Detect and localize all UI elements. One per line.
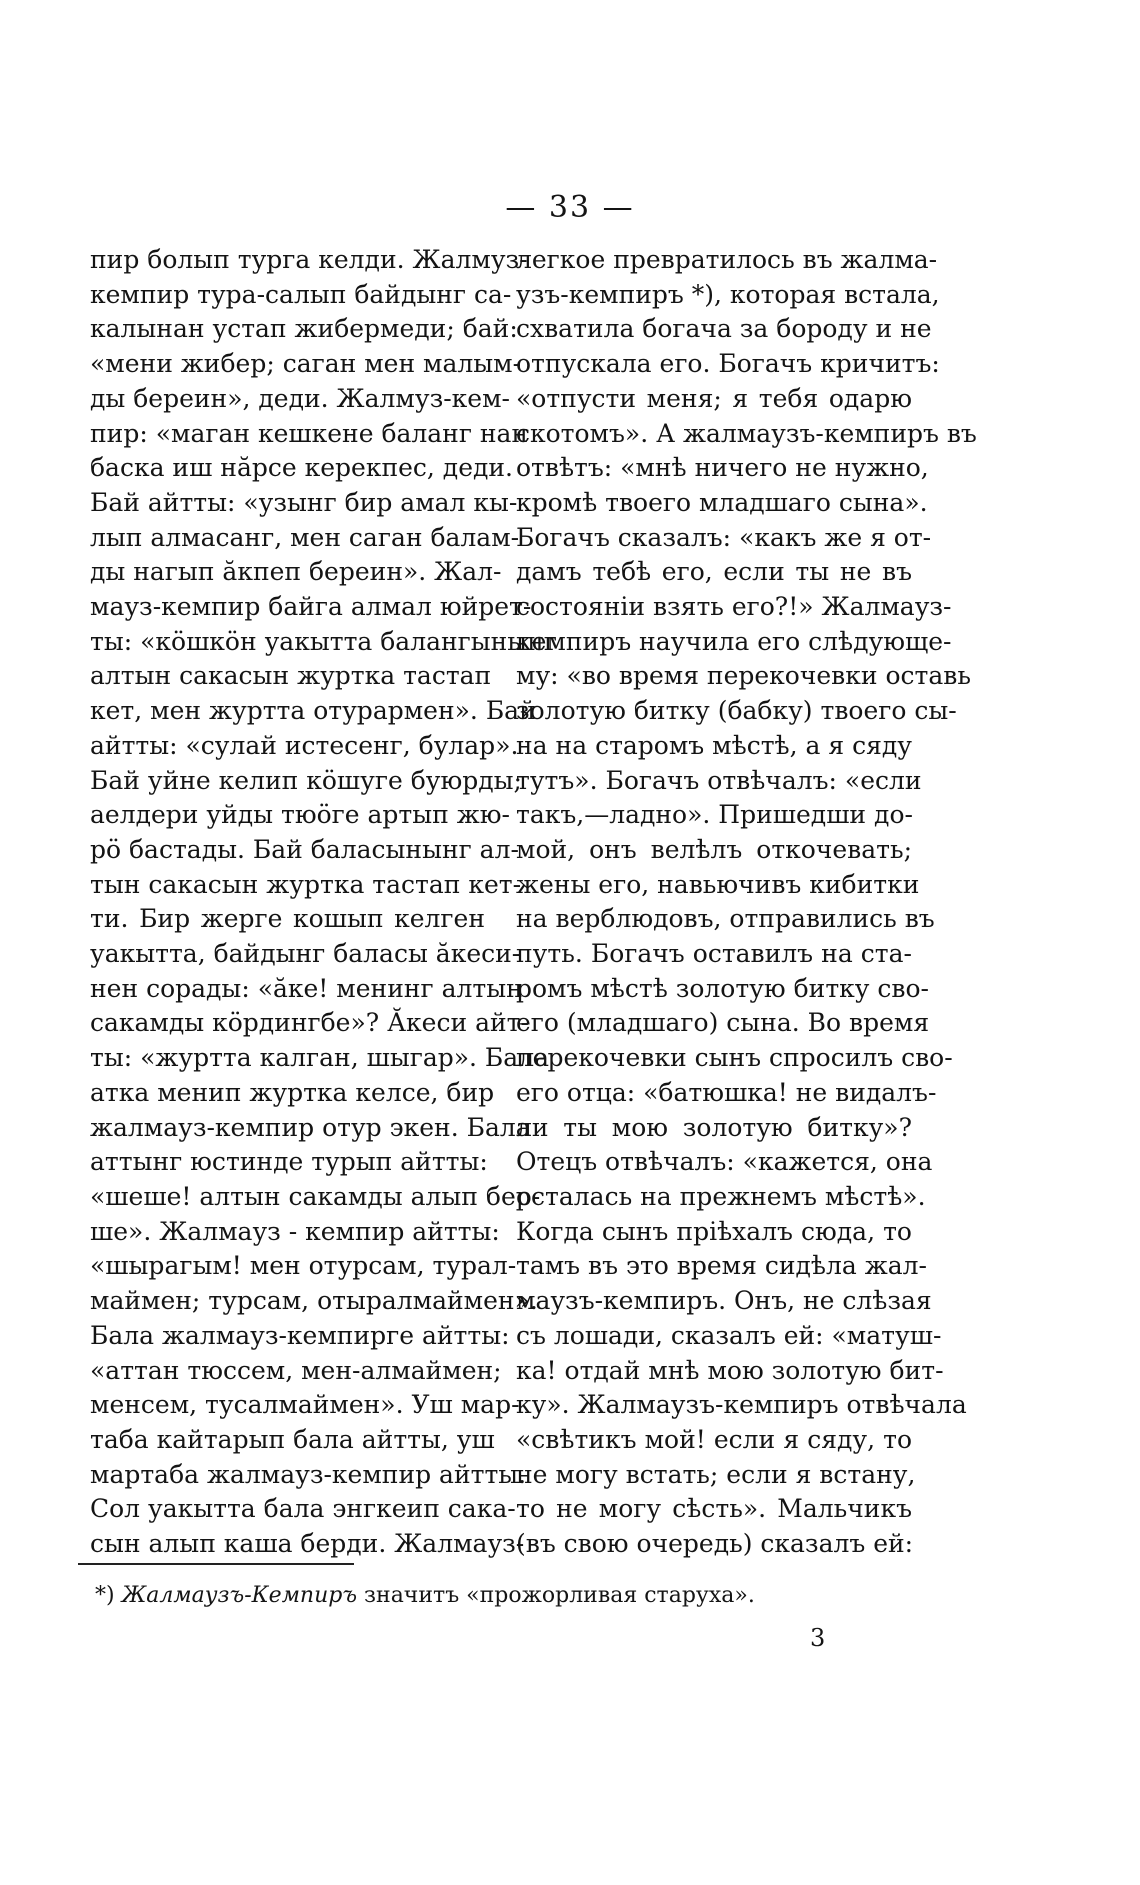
text-line: аелдери уйды тюӧге артып жю- bbox=[90, 800, 510, 830]
text-line: жалмауз-кемпир отур экен. Бала bbox=[90, 1112, 531, 1142]
text-line: легкое превратилось въ жалма- bbox=[516, 245, 938, 274]
text-line: «шеше! алтын сакамды алып бер- bbox=[90, 1181, 541, 1211]
text-line: ты: «журтта калган, шыгар». Бала bbox=[90, 1043, 549, 1073]
text-line: ка! отдай мнѣ мою золотую бит- bbox=[516, 1355, 944, 1385]
text-line: менсем, тусалмаймен». Уш мар- bbox=[90, 1390, 520, 1420]
text-line: ку». Жалмаузъ-кемпиръ отвѣчала bbox=[516, 1390, 967, 1420]
text-line: узъ-кемпиръ *), которая встала, bbox=[516, 279, 940, 309]
text-line: аттынг юстинде турып айтты: bbox=[90, 1147, 488, 1177]
text-line: «отпусти меня; я тебя одарю bbox=[516, 383, 912, 413]
text-line: перекочевки сынъ спросилъ сво- bbox=[516, 1043, 953, 1073]
text-line: кет, мен журтта отурармен». Бай bbox=[90, 696, 536, 726]
text-line: рӧ бастады. Бай баласынынг ал- bbox=[90, 834, 519, 864]
text-line: ды нагып ӑкпеп береин». Жал- bbox=[90, 557, 502, 587]
text-line: на на старомъ мѣстѣ, а я сяду bbox=[516, 730, 912, 760]
text-line: мартаба жалмауз-кемпир айтты. bbox=[90, 1459, 527, 1489]
text-line: отпускала его. Богачъ кричитъ: bbox=[516, 349, 940, 379]
text-line: не могу встать; если я встану, bbox=[516, 1459, 916, 1489]
text-line: кромѣ твоего младшаго сына». bbox=[516, 487, 928, 517]
text-line: тын сакасын журтка тастап кет- bbox=[90, 869, 522, 899]
signature-mark: 3 bbox=[810, 1624, 826, 1652]
text-line: алтын сакасын журтка тастап bbox=[90, 661, 492, 691]
text-line: «шырагым! мен отурсам, турал- bbox=[90, 1251, 517, 1281]
text-line: отвѣтъ: «мнѣ ничего не нужно, bbox=[516, 453, 929, 483]
text-line: схватила богача за бороду и не bbox=[516, 314, 932, 344]
text-line: ше». Жалмауз - кемпир айтты: bbox=[90, 1216, 500, 1246]
text-line: маузъ-кемпиръ. Онъ, не слѣзая bbox=[516, 1286, 932, 1316]
text-line: Сол уакытта бала энгкеип сака- bbox=[90, 1494, 516, 1524]
text-line: на верблюдовъ, отправились въ bbox=[516, 904, 935, 934]
text-line: его (младшаго) сына. Во время bbox=[516, 1008, 930, 1038]
text-line: лып алмасанг, мен саган балам- bbox=[90, 522, 520, 552]
text-line: му: «во время перекочевки оставь bbox=[516, 661, 971, 691]
text-line: «аттан тюссем, мен-алмаймен; bbox=[90, 1355, 502, 1385]
text-line: ды береин», деди. Жалмуз-кем- bbox=[90, 383, 510, 413]
text-line: мауз-кемпир байга алмал юйрет- bbox=[90, 592, 532, 622]
text-line: Когда сынъ пріѣхалъ сюда, то bbox=[516, 1216, 912, 1246]
footnote-rule bbox=[78, 1563, 354, 1565]
text-line: путь. Богачъ оставилъ на ста- bbox=[516, 939, 912, 969]
text-line: пир болып турга келди. Жалмуз- bbox=[90, 245, 528, 274]
text-line: Богачъ сказалъ: «какъ же я от- bbox=[516, 522, 932, 552]
text-line: мой, онъ велѣлъ откочевать; bbox=[516, 834, 912, 864]
text-line: ты: «кӧшкӧн уакытта балангынынг bbox=[90, 626, 557, 656]
text-line: его отца: «батюшка! не видалъ- bbox=[516, 1077, 937, 1107]
text-line: таба кайтарып бала айтты, уш bbox=[90, 1424, 495, 1454]
text-line: дамъ тебѣ его, если ты не въ bbox=[516, 557, 912, 587]
text-line: ромъ мѣстѣ золотую битку сво- bbox=[516, 973, 930, 1003]
text-line: сакамды кӧрдингбе»? Ӑкеси айт- bbox=[90, 1008, 529, 1038]
text-line: Отецъ отвѣчалъ: «кажется, она bbox=[516, 1147, 933, 1177]
text-line: «мени жибер; саган мен малым- bbox=[90, 349, 522, 379]
text-line: золотую битку (бабку) твоего сы- bbox=[516, 696, 957, 726]
footnote-marker: *) bbox=[95, 1583, 115, 1608]
text-line: Бала жалмауз-кемпирге айтты: bbox=[90, 1320, 510, 1350]
text-line: атка менип журтка келсе, бир bbox=[90, 1077, 495, 1107]
text-line: маймен; турсам, отыралмаймен». bbox=[90, 1286, 538, 1316]
text-line: (въ свою очередь) сказалъ ей: bbox=[516, 1529, 914, 1559]
text-line: скотомъ». А жалмаузъ-кемпиръ въ bbox=[516, 418, 977, 448]
text-line: баска иш нӑрсе керекпес, деди. bbox=[90, 453, 513, 483]
text-line: жены его, навьючивъ кибитки bbox=[516, 869, 920, 899]
text-line: съ лошади, сказалъ ей: «матуш- bbox=[516, 1320, 942, 1350]
page-number: — 33 — bbox=[505, 190, 635, 225]
text-line: калынан устап жибермеди; бай: bbox=[90, 314, 518, 344]
text-line: айтты: «сулай истесенг, булар». bbox=[90, 730, 519, 760]
text-line: состояніи взять его?!» Жалмауз- bbox=[516, 592, 952, 622]
left-text-column bbox=[90, 243, 557, 1562]
text-line: ли ты мою золотую битку»? bbox=[516, 1112, 912, 1142]
text-line: пир: «маган кешкене баланг нан bbox=[90, 418, 529, 448]
text-line: ти. Бир жерге кошып келген bbox=[90, 904, 485, 934]
text-line: осталась на прежнемъ мѣстѣ». bbox=[516, 1181, 926, 1211]
text-line: нен сорады: «ӑке! менинг алтын bbox=[90, 973, 523, 1003]
text-line: то не могу сѣсть». Мальчикъ bbox=[516, 1494, 912, 1524]
text-line: кемпиръ научила его слѣдующе- bbox=[516, 626, 952, 656]
text-line: такъ,—ладно». Пришедши до- bbox=[516, 800, 913, 830]
text-line: Бай уйне келип кӧшуге буюрды; bbox=[90, 765, 522, 795]
footnote bbox=[95, 1583, 755, 1608]
footnote-term: Жалмаузъ-Кемпиръ bbox=[121, 1583, 358, 1608]
text-line: уакытта, байдынг баласы ӑкеси- bbox=[90, 939, 521, 969]
footnote-text: значитъ «прожорливая старуха». bbox=[364, 1583, 755, 1608]
text-line: «свѣтикъ мой! если я сяду, то bbox=[516, 1424, 912, 1454]
text-line: тамъ въ это время сидѣла жал- bbox=[516, 1251, 927, 1281]
text-line: Бай айтты: «узынг бир амал кы- bbox=[90, 487, 518, 517]
text-line: сын алып каша берди. Жалмауз- bbox=[90, 1529, 525, 1559]
text-line: тутъ». Богачъ отвѣчалъ: «если bbox=[516, 765, 922, 795]
text-line: кемпир тура-салып байдынг са- bbox=[90, 279, 512, 309]
right-text-column bbox=[516, 243, 977, 1562]
